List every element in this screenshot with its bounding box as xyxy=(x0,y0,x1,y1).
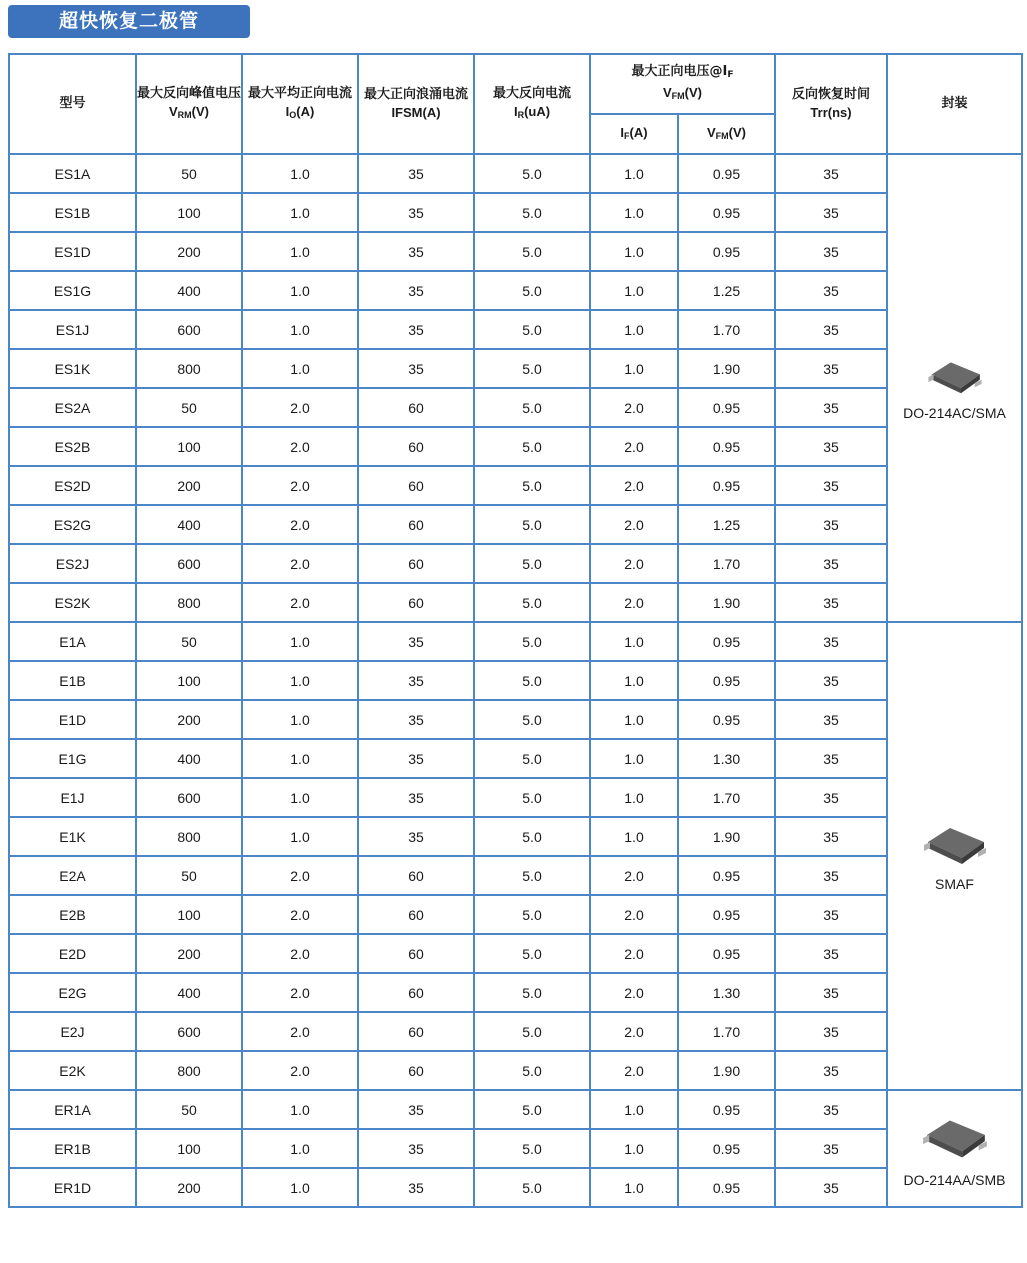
if-cell: 2.0 xyxy=(590,895,678,934)
vfm-cell: 1.90 xyxy=(678,349,775,388)
vrm-cell: 600 xyxy=(136,778,242,817)
io-cell: 1.0 xyxy=(242,661,358,700)
io-cell: 1.0 xyxy=(242,232,358,271)
vrm-cell: 600 xyxy=(136,1012,242,1051)
table-row xyxy=(9,661,1022,700)
io-cell: 1.0 xyxy=(242,1129,358,1168)
vfm-cell: 0.95 xyxy=(678,193,775,232)
package-cell xyxy=(887,622,1022,1090)
ifsm-cell: 60 xyxy=(358,934,474,973)
ir-cell: 5.0 xyxy=(474,388,590,427)
io-cell: 1.0 xyxy=(242,778,358,817)
table-body xyxy=(9,154,1022,1207)
ir-cell: 5.0 xyxy=(474,349,590,388)
vrm-cell: 50 xyxy=(136,1090,242,1129)
vfm-cell: 0.95 xyxy=(678,700,775,739)
ir-cell: 5.0 xyxy=(474,544,590,583)
ir-cell: 5.0 xyxy=(474,232,590,271)
vrm-cell: 800 xyxy=(136,817,242,856)
vfm-cell: 1.70 xyxy=(678,778,775,817)
vfm-cell: 1.90 xyxy=(678,817,775,856)
ir-cell: 5.0 xyxy=(474,466,590,505)
ifsm-cell: 60 xyxy=(358,583,474,622)
ir-cell: 5.0 xyxy=(474,427,590,466)
ifsm-cell: 35 xyxy=(358,232,474,271)
if-cell: 1.0 xyxy=(590,193,678,232)
trr-cell: 35 xyxy=(775,1168,887,1207)
section-title: 超快恢复二极管 xyxy=(8,5,250,38)
table-row xyxy=(9,700,1022,739)
vfm-cell: 1.25 xyxy=(678,505,775,544)
vrm-cell: 400 xyxy=(136,739,242,778)
ir-cell: 5.0 xyxy=(474,154,590,193)
header-vrm: 最大反向峰值电压 $V_{RM}(V)$ xyxy=(136,54,242,154)
io-cell: 1.0 xyxy=(242,1090,358,1129)
table-row xyxy=(9,817,1022,856)
io-cell: 2.0 xyxy=(242,466,358,505)
table-row xyxy=(9,310,1022,349)
vfm-cell: 0.95 xyxy=(678,154,775,193)
table-row xyxy=(9,1090,1022,1129)
table-row xyxy=(9,583,1022,622)
io-cell: 2.0 xyxy=(242,895,358,934)
if-cell: 2.0 xyxy=(590,388,678,427)
model-cell: E1G xyxy=(9,739,136,778)
io-cell: 1.0 xyxy=(242,739,358,778)
ir-cell: 5.0 xyxy=(474,193,590,232)
vrm-cell: 50 xyxy=(136,154,242,193)
if-cell: 1.0 xyxy=(590,310,678,349)
table-row xyxy=(9,193,1022,232)
vfm-cell: 1.25 xyxy=(678,271,775,310)
ifsm-cell: 60 xyxy=(358,895,474,934)
ir-cell: 5.0 xyxy=(474,1090,590,1129)
table-row xyxy=(9,739,1022,778)
trr-cell: 35 xyxy=(775,388,887,427)
io-cell: 1.0 xyxy=(242,310,358,349)
table-row xyxy=(9,778,1022,817)
header-ir: 最大反向电流 $I_R(uA)$ xyxy=(474,54,590,154)
model-cell: E1D xyxy=(9,700,136,739)
trr-cell: 35 xyxy=(775,193,887,232)
header-ifsm: 最大正向浪涌电流 IFSM(A) xyxy=(358,54,474,154)
ifsm-cell: 60 xyxy=(358,544,474,583)
ir-cell: 5.0 xyxy=(474,700,590,739)
model-cell: ES2J xyxy=(9,544,136,583)
table-row xyxy=(9,544,1022,583)
model-cell: E2G xyxy=(9,973,136,1012)
trr-cell: 35 xyxy=(775,544,887,583)
header-model: 型号 xyxy=(9,54,136,154)
model-cell: ES1A xyxy=(9,154,136,193)
vrm-cell: 100 xyxy=(136,895,242,934)
model-cell: E2A xyxy=(9,856,136,895)
table-row xyxy=(9,856,1022,895)
ir-cell: 5.0 xyxy=(474,310,590,349)
vfm-cell: 0.95 xyxy=(678,466,775,505)
package-label: DO-214AA/SMB xyxy=(903,1171,1006,1188)
model-cell: E1B xyxy=(9,661,136,700)
ifsm-cell: 35 xyxy=(358,1090,474,1129)
vfm-cell: 1.30 xyxy=(678,739,775,778)
if-cell: 1.0 xyxy=(590,817,678,856)
vrm-cell: 600 xyxy=(136,310,242,349)
ir-cell: 5.0 xyxy=(474,817,590,856)
ifsm-cell: 35 xyxy=(358,700,474,739)
model-cell: ES2G xyxy=(9,505,136,544)
if-cell: 2.0 xyxy=(590,583,678,622)
trr-cell: 35 xyxy=(775,856,887,895)
trr-cell: 35 xyxy=(775,583,887,622)
trr-cell: 35 xyxy=(775,739,887,778)
io-cell: 1.0 xyxy=(242,1168,358,1207)
header-io: 最大平均正向电流 $I_O(A)$ xyxy=(242,54,358,154)
if-cell: 2.0 xyxy=(590,1051,678,1090)
vrm-cell: 200 xyxy=(136,700,242,739)
vfm-cell: 0.95 xyxy=(678,427,775,466)
ir-cell: 5.0 xyxy=(474,778,590,817)
model-cell: E1K xyxy=(9,817,136,856)
ifsm-cell: 35 xyxy=(358,193,474,232)
vrm-cell: 100 xyxy=(136,661,242,700)
if-cell: 1.0 xyxy=(590,622,678,661)
vfm-cell: 1.90 xyxy=(678,583,775,622)
if-cell: 1.0 xyxy=(590,700,678,739)
if-cell: 1.0 xyxy=(590,349,678,388)
ir-cell: 5.0 xyxy=(474,856,590,895)
ifsm-cell: 35 xyxy=(358,154,474,193)
ifsm-cell: 35 xyxy=(358,310,474,349)
vrm-cell: 50 xyxy=(136,622,242,661)
vrm-cell: 400 xyxy=(136,271,242,310)
if-cell: 1.0 xyxy=(590,739,678,778)
table-row xyxy=(9,388,1022,427)
io-cell: 1.0 xyxy=(242,271,358,310)
if-cell: 2.0 xyxy=(590,505,678,544)
io-cell: 2.0 xyxy=(242,388,358,427)
model-cell: ES2K xyxy=(9,583,136,622)
header-vfm: $V_{FM}(V)$ xyxy=(678,114,775,154)
table-row xyxy=(9,232,1022,271)
trr-cell: 35 xyxy=(775,622,887,661)
if-cell: 2.0 xyxy=(590,1012,678,1051)
vfm-cell: 0.95 xyxy=(678,895,775,934)
package-cell xyxy=(887,1090,1022,1207)
io-cell: 2.0 xyxy=(242,1051,358,1090)
ifsm-cell: 60 xyxy=(358,505,474,544)
model-cell: E2B xyxy=(9,895,136,934)
ifsm-cell: 35 xyxy=(358,817,474,856)
vrm-cell: 200 xyxy=(136,466,242,505)
ifsm-cell: 60 xyxy=(358,1051,474,1090)
diode-spec-table xyxy=(8,53,1023,1208)
ir-cell: 5.0 xyxy=(474,1012,590,1051)
trr-cell: 35 xyxy=(775,973,887,1012)
model-cell: ES1B xyxy=(9,193,136,232)
model-cell: E1A xyxy=(9,622,136,661)
smb-package-icon xyxy=(919,1110,991,1166)
if-cell: 2.0 xyxy=(590,427,678,466)
if-cell: 1.0 xyxy=(590,661,678,700)
model-cell: E2D xyxy=(9,934,136,973)
model-cell: E1J xyxy=(9,778,136,817)
table-row xyxy=(9,1129,1022,1168)
package-label: SMAF xyxy=(935,876,974,892)
table-row xyxy=(9,973,1022,1012)
ifsm-cell: 35 xyxy=(358,661,474,700)
trr-cell: 35 xyxy=(775,817,887,856)
header-vf-group: 最大正向电压$@I_F$ $V_{FM}(V)$ xyxy=(590,54,775,114)
if-cell: 1.0 xyxy=(590,271,678,310)
vfm-cell: 0.95 xyxy=(678,1168,775,1207)
vfm-cell: 0.95 xyxy=(678,856,775,895)
ifsm-cell: 35 xyxy=(358,778,474,817)
if-cell: 1.0 xyxy=(590,1129,678,1168)
vfm-cell: 0.95 xyxy=(678,1129,775,1168)
trr-cell: 35 xyxy=(775,310,887,349)
ifsm-cell: 35 xyxy=(358,1129,474,1168)
ir-cell: 5.0 xyxy=(474,895,590,934)
model-cell: ER1A xyxy=(9,1090,136,1129)
vrm-cell: 50 xyxy=(136,856,242,895)
ifsm-cell: 35 xyxy=(358,349,474,388)
trr-cell: 35 xyxy=(775,271,887,310)
if-cell: 1.0 xyxy=(590,1168,678,1207)
vrm-cell: 800 xyxy=(136,583,242,622)
trr-cell: 35 xyxy=(775,895,887,934)
ir-cell: 5.0 xyxy=(474,505,590,544)
vrm-cell: 800 xyxy=(136,349,242,388)
ifsm-cell: 60 xyxy=(358,1012,474,1051)
trr-cell: 35 xyxy=(775,1090,887,1129)
table-row xyxy=(9,622,1022,661)
table-row xyxy=(9,505,1022,544)
model-cell: ER1B xyxy=(9,1129,136,1168)
io-cell: 2.0 xyxy=(242,1012,358,1051)
ir-cell: 5.0 xyxy=(474,583,590,622)
ifsm-cell: 60 xyxy=(358,973,474,1012)
ir-cell: 5.0 xyxy=(474,661,590,700)
model-cell: ES1J xyxy=(9,310,136,349)
if-cell: 1.0 xyxy=(590,232,678,271)
vrm-cell: 200 xyxy=(136,934,242,973)
trr-cell: 35 xyxy=(775,934,887,973)
trr-cell: 35 xyxy=(775,1012,887,1051)
vrm-cell: 600 xyxy=(136,544,242,583)
table-row xyxy=(9,349,1022,388)
vrm-cell: 200 xyxy=(136,232,242,271)
smaf-package-icon xyxy=(920,820,990,870)
table-row xyxy=(9,895,1022,934)
model-cell: ES1K xyxy=(9,349,136,388)
table-row xyxy=(9,427,1022,466)
vfm-cell: 1.90 xyxy=(678,1051,775,1090)
io-cell: 2.0 xyxy=(242,427,358,466)
table-row xyxy=(9,271,1022,310)
model-cell: E2K xyxy=(9,1051,136,1090)
io-cell: 2.0 xyxy=(242,934,358,973)
model-cell: ER1D xyxy=(9,1168,136,1207)
table-row xyxy=(9,1012,1022,1051)
vfm-cell: 0.95 xyxy=(678,934,775,973)
trr-cell: 35 xyxy=(775,466,887,505)
io-cell: 1.0 xyxy=(242,700,358,739)
sma-package-icon xyxy=(925,355,985,399)
io-cell: 1.0 xyxy=(242,817,358,856)
ifsm-cell: 35 xyxy=(358,622,474,661)
io-cell: 2.0 xyxy=(242,583,358,622)
model-cell: ES2D xyxy=(9,466,136,505)
if-cell: 2.0 xyxy=(590,856,678,895)
ir-cell: 5.0 xyxy=(474,1168,590,1207)
table-row xyxy=(9,934,1022,973)
io-cell: 2.0 xyxy=(242,505,358,544)
vrm-cell: 100 xyxy=(136,193,242,232)
vrm-cell: 100 xyxy=(136,427,242,466)
package-label: DO-214AC/SMA xyxy=(903,405,1006,421)
table-row xyxy=(9,154,1022,193)
if-cell: 2.0 xyxy=(590,466,678,505)
trr-cell: 35 xyxy=(775,154,887,193)
trr-cell: 35 xyxy=(775,1129,887,1168)
model-cell: E2J xyxy=(9,1012,136,1051)
ir-cell: 5.0 xyxy=(474,622,590,661)
vfm-cell: 0.95 xyxy=(678,1090,775,1129)
ir-cell: 5.0 xyxy=(474,271,590,310)
table-row xyxy=(9,466,1022,505)
vfm-cell: 1.70 xyxy=(678,544,775,583)
vfm-cell: 1.30 xyxy=(678,973,775,1012)
trr-cell: 35 xyxy=(775,778,887,817)
ir-cell: 5.0 xyxy=(474,934,590,973)
ifsm-cell: 60 xyxy=(358,466,474,505)
io-cell: 2.0 xyxy=(242,544,358,583)
table-row xyxy=(9,1051,1022,1090)
vrm-cell: 50 xyxy=(136,388,242,427)
if-cell: 2.0 xyxy=(590,544,678,583)
if-cell: 1.0 xyxy=(590,1090,678,1129)
ifsm-cell: 60 xyxy=(358,856,474,895)
io-cell: 1.0 xyxy=(242,349,358,388)
header-if: $I_F(A)$ xyxy=(590,114,678,154)
vfm-cell: 0.95 xyxy=(678,661,775,700)
model-cell: ES1G xyxy=(9,271,136,310)
trr-cell: 35 xyxy=(775,1051,887,1090)
ifsm-cell: 35 xyxy=(358,271,474,310)
ir-cell: 5.0 xyxy=(474,739,590,778)
vfm-cell: 0.95 xyxy=(678,622,775,661)
ir-cell: 5.0 xyxy=(474,973,590,1012)
vrm-cell: 800 xyxy=(136,1051,242,1090)
vfm-cell: 0.95 xyxy=(678,388,775,427)
io-cell: 1.0 xyxy=(242,193,358,232)
vrm-cell: 400 xyxy=(136,973,242,1012)
trr-cell: 35 xyxy=(775,661,887,700)
table-row xyxy=(9,1168,1022,1207)
trr-cell: 35 xyxy=(775,700,887,739)
header-trr: 反向恢复时间 Trr(ns) xyxy=(775,54,887,154)
vrm-cell: 400 xyxy=(136,505,242,544)
ifsm-cell: 60 xyxy=(358,427,474,466)
vfm-cell: 1.70 xyxy=(678,310,775,349)
vfm-cell: 0.95 xyxy=(678,232,775,271)
io-cell: 2.0 xyxy=(242,856,358,895)
model-cell: ES2B xyxy=(9,427,136,466)
io-cell: 1.0 xyxy=(242,622,358,661)
ifsm-cell: 35 xyxy=(358,1168,474,1207)
if-cell: 2.0 xyxy=(590,934,678,973)
ir-cell: 5.0 xyxy=(474,1051,590,1090)
if-cell: 2.0 xyxy=(590,973,678,1012)
vrm-cell: 200 xyxy=(136,1168,242,1207)
trr-cell: 35 xyxy=(775,232,887,271)
io-cell: 1.0 xyxy=(242,154,358,193)
if-cell: 1.0 xyxy=(590,778,678,817)
trr-cell: 35 xyxy=(775,427,887,466)
model-cell: ES1D xyxy=(9,232,136,271)
model-cell: ES2A xyxy=(9,388,136,427)
if-cell: 1.0 xyxy=(590,154,678,193)
package-cell xyxy=(887,154,1022,622)
ifsm-cell: 35 xyxy=(358,739,474,778)
vfm-cell: 1.70 xyxy=(678,1012,775,1051)
ir-cell: 5.0 xyxy=(474,1129,590,1168)
vrm-cell: 100 xyxy=(136,1129,242,1168)
io-cell: 2.0 xyxy=(242,973,358,1012)
trr-cell: 35 xyxy=(775,349,887,388)
header-package: 封装 xyxy=(887,54,1022,154)
trr-cell: 35 xyxy=(775,505,887,544)
ifsm-cell: 60 xyxy=(358,388,474,427)
